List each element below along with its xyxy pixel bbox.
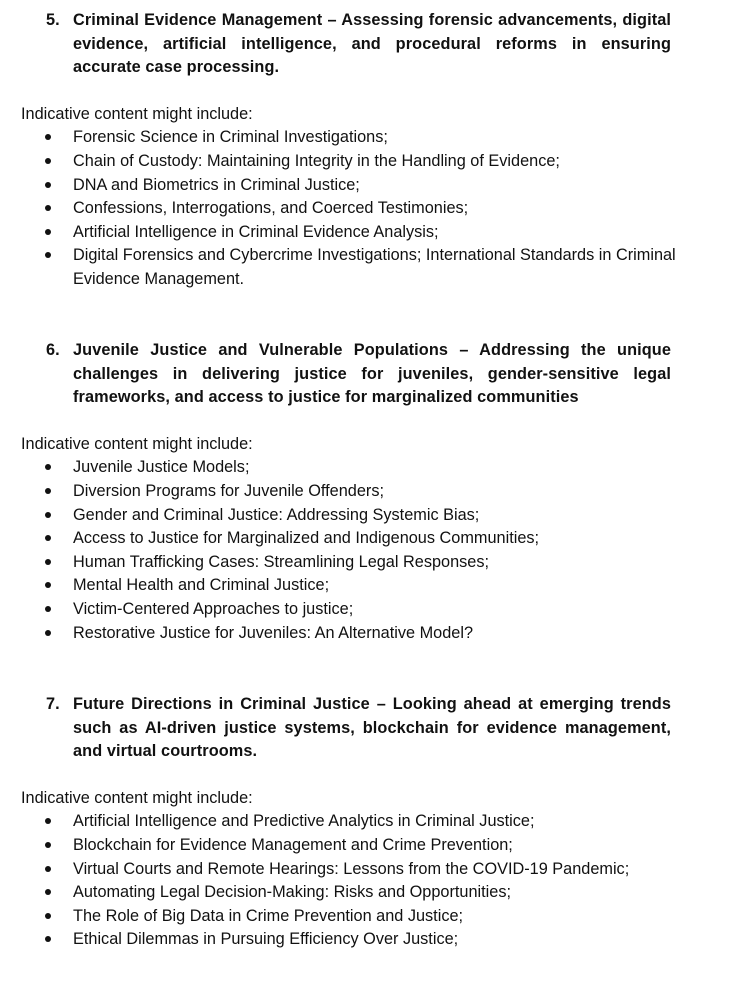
section-heading-text: Criminal Evidence Management – Assessing forensic advancements, digital evidence, artificial intelligence, and procedural reforms in ensuring accurate case processing.: [73, 11, 671, 77]
list-item: Virtual Courts and Remote Hearings: Lessons from the COVID-19 Pandemic;: [73, 858, 678, 882]
section-7: [0, 693, 740, 952]
list-item: Automating Legal Decision-Making: Risks and Opportunities;: [73, 881, 678, 905]
list-item: Chain of Custody: Maintaining Integrity in the Handling of Evidence;: [73, 150, 678, 174]
section-intro: Indicative content might include:: [21, 788, 253, 807]
list-item: Forensic Science in Criminal Investigations;: [73, 126, 678, 150]
list-item: Restorative Justice for Juveniles: An Alternative Model?: [73, 622, 678, 646]
list-item: Digital Forensics and Cybercrime Investigations; International Standards in Criminal Evidence Management.: [73, 244, 678, 291]
section-number: 5.: [46, 11, 60, 29]
bullet-icon: [45, 182, 51, 188]
list-item: Confessions, Interrogations, and Coerced Testimonies;: [73, 197, 678, 221]
list-item: The Role of Big Data in Crime Prevention and Justice;: [73, 905, 678, 929]
list-item: Juvenile Justice Models;: [73, 456, 678, 480]
bullet-icon: [45, 630, 51, 636]
list-item: Diversion Programs for Juvenile Offenders;: [73, 480, 678, 504]
section-heading-text: Future Directions in Criminal Justice – Looking ahead at emerging trends such as AI-driven justice systems, blockchain for evidence management, and virtual courtrooms.: [73, 695, 671, 761]
bullet-icon: [45, 158, 51, 164]
bullet-list: [0, 126, 740, 291]
bullet-icon: [45, 559, 51, 565]
bullet-icon: [45, 134, 51, 140]
bullet-icon: [45, 842, 51, 848]
list-item: Artificial Intelligence and Predictive Analytics in Criminal Justice;: [73, 810, 678, 834]
section-heading: [46, 693, 671, 764]
bullet-icon: [45, 464, 51, 470]
bullet-icon: [45, 229, 51, 235]
bullet-icon: [45, 582, 51, 588]
bullet-icon: [45, 535, 51, 541]
bullet-list: [0, 810, 740, 952]
section-number: 6.: [46, 341, 60, 359]
list-item: Gender and Criminal Justice: Addressing Systemic Bias;: [73, 504, 678, 528]
bullet-icon: [45, 866, 51, 872]
section-heading: [46, 9, 671, 80]
section-heading-text: Juvenile Justice and Vulnerable Populations – Addressing the unique challenges in delivering justice for juveniles, gender-sensitive legal frameworks, and access to justice for marginalized communities: [73, 341, 671, 407]
section-5: [0, 9, 740, 292]
bullet-icon: [45, 913, 51, 919]
list-item: DNA and Biometrics in Criminal Justice;: [73, 174, 678, 198]
bullet-icon: [45, 818, 51, 824]
section-intro: Indicative content might include:: [21, 104, 253, 123]
bullet-icon: [45, 488, 51, 494]
bullet-icon: [45, 936, 51, 942]
bullet-icon: [45, 252, 51, 258]
bullet-icon: [45, 606, 51, 612]
list-item: Victim-Centered Approaches to justice;: [73, 598, 678, 622]
bullet-icon: [45, 889, 51, 895]
list-item: Artificial Intelligence in Criminal Evidence Analysis;: [73, 221, 678, 245]
section-number: 7.: [46, 695, 60, 713]
list-item: Blockchain for Evidence Management and Crime Prevention;: [73, 834, 678, 858]
list-item: Human Trafficking Cases: Streamlining Legal Responses;: [73, 551, 678, 575]
bullet-icon: [45, 205, 51, 211]
section-heading: [46, 339, 671, 410]
list-item: Mental Health and Criminal Justice;: [73, 574, 678, 598]
section-6: [0, 339, 740, 645]
section-intro: Indicative content might include:: [21, 434, 253, 453]
list-item: Ethical Dilemmas in Pursuing Efficiency Over Justice;: [73, 928, 678, 952]
list-item: Access to Justice for Marginalized and Indigenous Communities;: [73, 527, 678, 551]
bullet-list: [0, 456, 740, 645]
bullet-icon: [45, 512, 51, 518]
